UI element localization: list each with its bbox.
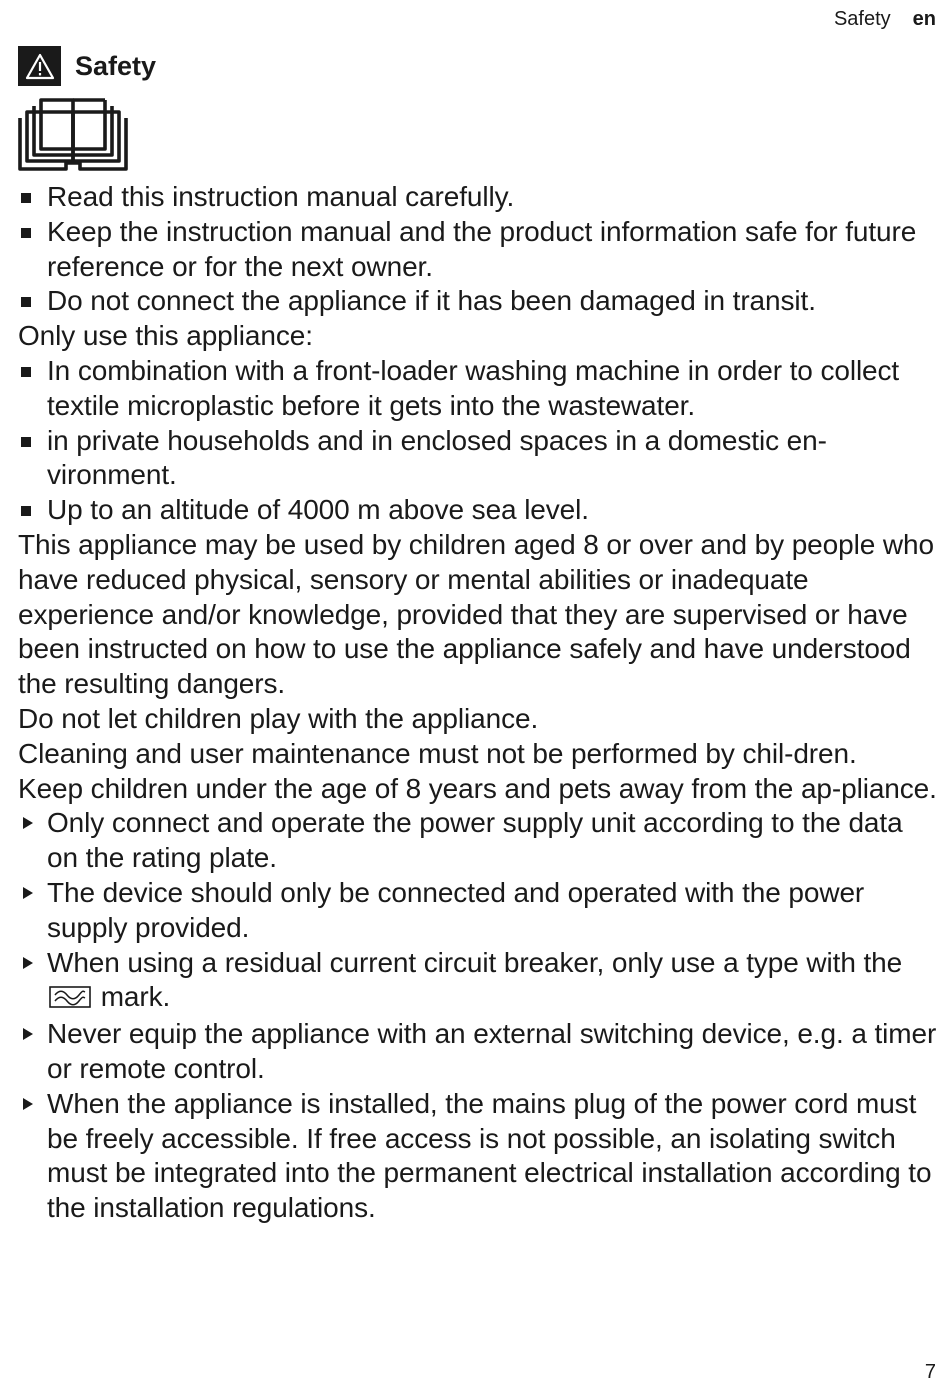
running-header bbox=[834, 8, 936, 31]
paragraph: Cleaning and user maintenance must not be performed by chil-dren. bbox=[18, 737, 857, 769]
section-title: Safety bbox=[75, 50, 157, 81]
instruction-item: Only connect and operate the power supply unit according to the data on the rating plate. bbox=[47, 807, 903, 874]
instruction-item: Never equip the appliance with an external switching device, e.g. a timer or remote control. bbox=[47, 1018, 937, 1084]
list-item: in private households and in enclosed spaces in a domestic en-vironment. bbox=[47, 424, 827, 491]
header-section: Safety bbox=[833, 8, 891, 30]
warning-triangle-icon bbox=[18, 46, 61, 86]
instruction-item: When using a residual current circuit breaker, only use a type with the mark. bbox=[18, 946, 938, 1018]
safety-content bbox=[18, 180, 938, 1226]
paragraph: Do not let children play with the appliance. bbox=[18, 702, 539, 734]
list-item: Up to an altitude of 4000 m above sea level. bbox=[47, 494, 589, 526]
list-item: Keep the instruction manual and the product information safe for future reference or for the next owner. bbox=[47, 215, 917, 282]
instruction-manual-book-icon bbox=[18, 98, 128, 172]
use-intro: Only use this appliance: bbox=[18, 320, 313, 352]
paragraph: Keep children under the age of 8 years and pets away from the ap-pliance. bbox=[18, 772, 937, 804]
instruction-item: The device should only be connected and operated with the power supply provided. bbox=[47, 876, 865, 943]
residual-current-device-mark-icon bbox=[49, 982, 91, 1017]
list-item: Read this instruction manual carefully. bbox=[47, 181, 515, 212]
section-heading bbox=[18, 46, 156, 86]
header-language: en bbox=[912, 8, 936, 30]
list-item: In combination with a front-loader washing machine in order to collect textile microplastic before it gets into the wastewater. bbox=[47, 354, 900, 421]
instruction-item: When the appliance is installed, the mains plug of the power cord must be freely accessible. If free access is not possible, an isolating switch must be integrated into the permanent electrical installation according to the installation regulations. bbox=[47, 1087, 932, 1224]
page-number: 7 bbox=[924, 1361, 936, 1383]
list-item: Do not connect the appliance if it has been damaged in transit. bbox=[47, 285, 816, 317]
paragraph: This appliance may be used by children aged 8 or over and by people who have reduced physical, sensory or mental abilities or inadequate experience and/or knowledge, provided that they are supervised or have been instructed on how to use the appliance safely and have understood the resulting dangers. bbox=[18, 528, 934, 700]
